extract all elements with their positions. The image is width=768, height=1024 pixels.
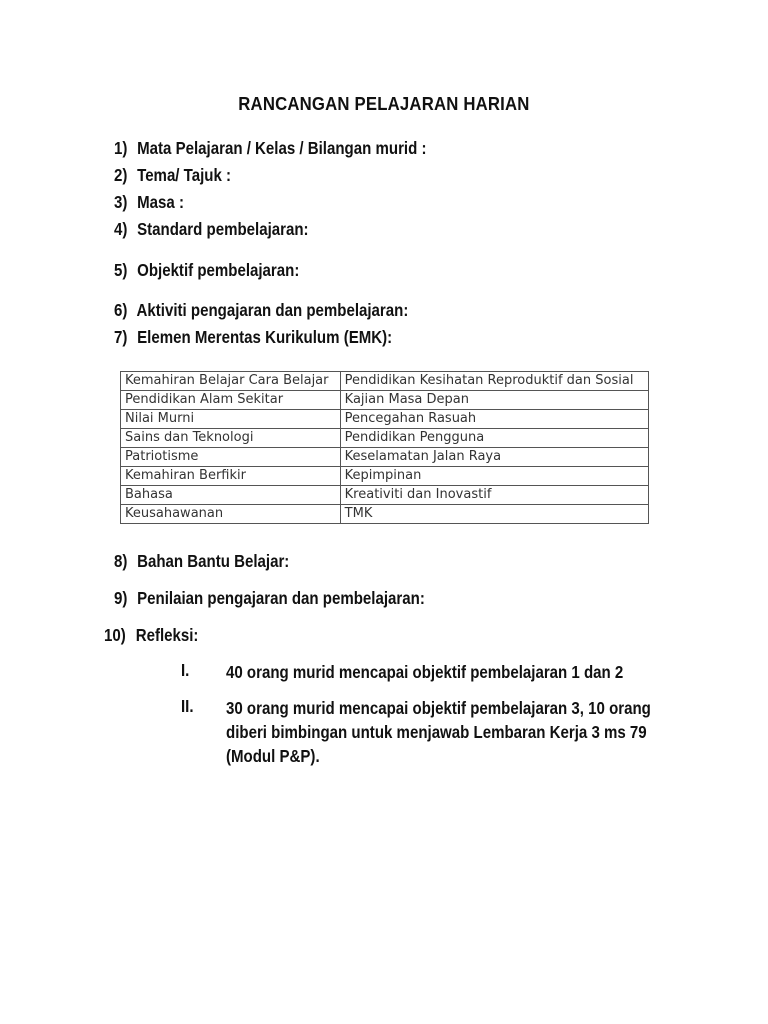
item-number: 10) (104, 625, 126, 645)
list-item-2 (114, 165, 231, 186)
table-row (121, 429, 649, 448)
item-number: 5) (114, 260, 128, 280)
item-text: Refleksi: (135, 625, 199, 645)
reflection-text-2: 30 orang murid mencapai objektif pembelajaran 3, 10 orang diberi bimbingan untuk menjawab Lembaran Kerja 3 ms 79 (Modul P&P). (226, 698, 651, 766)
table-cell: Pendidikan Pengguna (340, 429, 648, 448)
item-number: 2) (114, 165, 128, 185)
list-item-8 (114, 551, 289, 572)
item-text: Tema/ Tajuk : (137, 165, 232, 185)
table-cell: Kemahiran Berfikir (121, 467, 341, 486)
table-cell: Kepimpinan (340, 467, 648, 486)
table-cell: Bahasa (121, 486, 341, 505)
table-cell: Pendidikan Kesihatan Reproduktif dan Sosial (340, 372, 648, 391)
item-text: Penilaian pengajaran dan pembelajaran: (137, 588, 425, 608)
table-cell: Sains dan Teknologi (121, 429, 341, 448)
table-row (121, 391, 649, 410)
table-row (121, 410, 649, 429)
table-cell: TMK (340, 505, 648, 524)
list-item-6 (114, 300, 408, 321)
table-row (121, 486, 649, 505)
list-item-7 (114, 327, 392, 348)
table-cell: Pendidikan Alam Sekitar (121, 391, 341, 410)
table-cell: Nilai Murni (121, 410, 341, 429)
list-item-5 (114, 260, 299, 281)
item-number: 4) (114, 219, 128, 239)
table-cell: Keusahawanan (121, 505, 341, 524)
table-cell: Kreativiti dan Inovastif (340, 486, 648, 505)
item-text: Objektif pembelajaran: (137, 260, 300, 280)
item-number: 8) (114, 551, 128, 571)
reflection-number-2: II. (181, 696, 194, 716)
item-text: Aktiviti pengajaran dan pembelajaran: (136, 300, 409, 320)
item-text: Bahan Bantu Belajar: (137, 551, 290, 571)
item-text: Mata Pelajaran / Kelas / Bilangan murid : (137, 138, 427, 158)
item-number: 7) (114, 327, 128, 347)
list-item-9 (114, 588, 425, 609)
table-row (121, 448, 649, 467)
document-title: RANCANGAN PELAJARAN HARIAN (238, 94, 530, 114)
list-item-3 (114, 192, 184, 213)
table-cell: Patriotisme (121, 448, 341, 467)
list-item-4 (114, 219, 309, 240)
reflection-number-1: I. (181, 660, 190, 680)
item-text: Masa : (137, 192, 184, 212)
table-row (121, 467, 649, 486)
table-row (121, 372, 649, 391)
item-number: 6) (114, 300, 128, 320)
table-cell: Kajian Masa Depan (340, 391, 648, 410)
table-cell: Kemahiran Belajar Cara Belajar (121, 372, 341, 391)
item-number: 3) (114, 192, 128, 212)
table-cell: Pencegahan Rasuah (340, 410, 648, 429)
reflection-text-1: 40 orang murid mencapai objektif pembelajaran 1 dan 2 (226, 662, 624, 682)
item-text: Standard pembelajaran: (137, 219, 309, 239)
table-row (121, 505, 649, 524)
emk-table (120, 371, 649, 524)
item-text: Elemen Merentas Kurikulum (EMK): (137, 327, 393, 347)
item-number: 1) (114, 138, 128, 158)
table-cell: Keselamatan Jalan Raya (340, 448, 648, 467)
item-number: 9) (114, 588, 128, 608)
list-item-1 (114, 138, 427, 159)
list-item-10 (104, 625, 198, 646)
